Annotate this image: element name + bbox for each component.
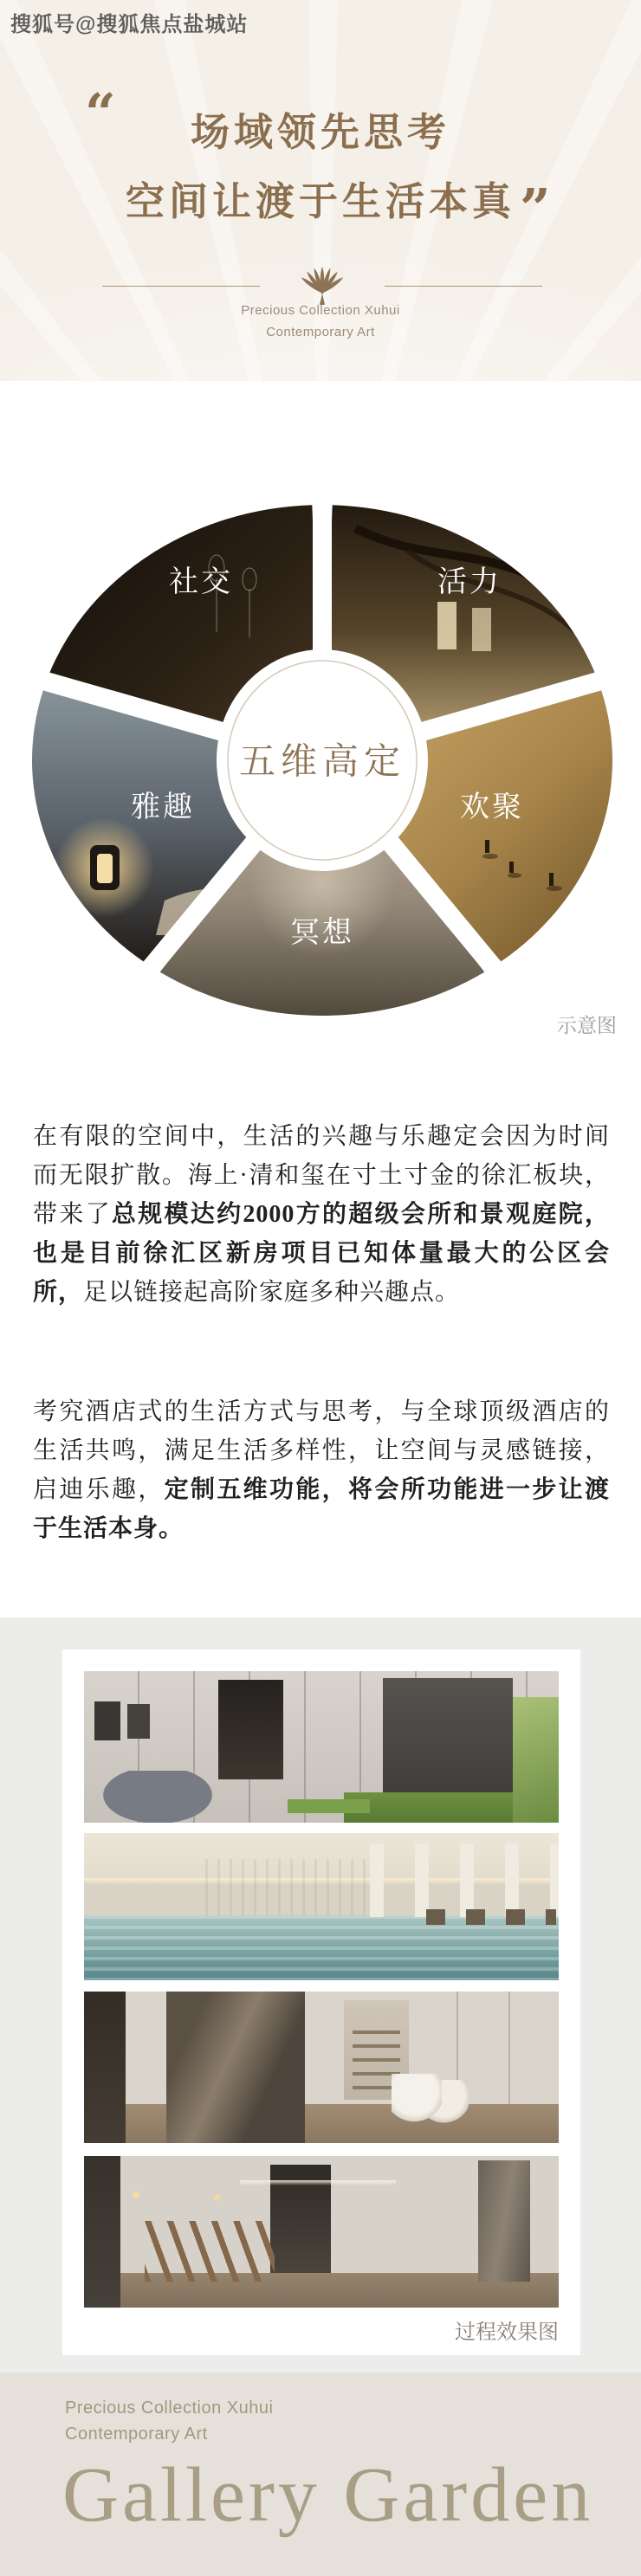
- header-banner: [0, 0, 641, 381]
- brand-line-en-2: Contemporary Art: [266, 325, 375, 339]
- watermark: 搜狐号@搜狐焦点盐城站: [10, 13, 249, 36]
- wheel-label-leisure: 雅趣: [131, 791, 195, 823]
- paragraph-2-text: 考究酒店式的生活方式与思考，与全球顶级酒店的生活共鸣，满足生活多样性，让空间与灵感链接，启迪乐趣，: [33, 1398, 610, 1503]
- footer-brand-block: [65, 2395, 273, 2447]
- photo-yoga-studio: [84, 1992, 559, 2143]
- brand-line-en-1: Precious Collection Xuhui: [241, 303, 400, 318]
- paragraph-1-text-end: 足以链接起高阶家庭多种兴趣点。: [83, 1279, 461, 1306]
- render-caption: 过程效果图: [455, 2321, 559, 2344]
- wheel-label-meditation: 冥想: [290, 916, 354, 949]
- wheel-center-label: 五维高定: [238, 742, 406, 783]
- paragraph-1: [33, 1117, 610, 1312]
- divider-line-left: [102, 286, 260, 287]
- wheel-label-social: 社交: [169, 565, 233, 598]
- five-dimension-wheel: [0, 468, 641, 1039]
- gallery-section: [0, 1617, 641, 2373]
- gallery-card: [62, 1650, 580, 2355]
- quote-line-2: 空间让渡于生活本真: [125, 180, 515, 223]
- footer-title: Gallery Garden: [62, 2452, 594, 2538]
- photo-indoor-swimming-pool: [84, 1833, 559, 1980]
- divider-line-right: [385, 286, 542, 287]
- photo-indoor-golf-simulator-room: [84, 1671, 559, 1823]
- schematic-caption: 示意图: [557, 1015, 617, 1036]
- photo-fitness-gym: [84, 2156, 559, 2308]
- open-quote-mark: “: [85, 81, 116, 145]
- paragraph-2-bold: 定制五维功能，将会所功能进一步让渡于生活本身。: [33, 1476, 610, 1542]
- wheel-label-vitality: 活力: [437, 565, 502, 598]
- footer-brand-line-1: Precious Collection Xuhui: [65, 2398, 274, 2418]
- footer-brand-line-2: Contemporary Art: [65, 2424, 208, 2444]
- quote-line-1: 场域领先思考: [190, 111, 450, 154]
- paragraph-1-bold: 总规模达约2000方的超级会所和景观庭院，也是目前徐汇区新房项目已知体量最大的公区会所，: [33, 1201, 610, 1306]
- wheel-label-gathering: 欢聚: [460, 791, 524, 823]
- paragraph-1-text: 在有限的空间中，生活的兴趣与乐趣定会因为时间而无限扩散。海上·清和玺在寸土寸金的徐汇板块，带来了: [33, 1123, 610, 1228]
- footer: [0, 2373, 641, 2576]
- paragraph-2: [33, 1392, 610, 1548]
- header-brand-block: [0, 300, 641, 343]
- close-quote-mark: ”: [520, 177, 551, 240]
